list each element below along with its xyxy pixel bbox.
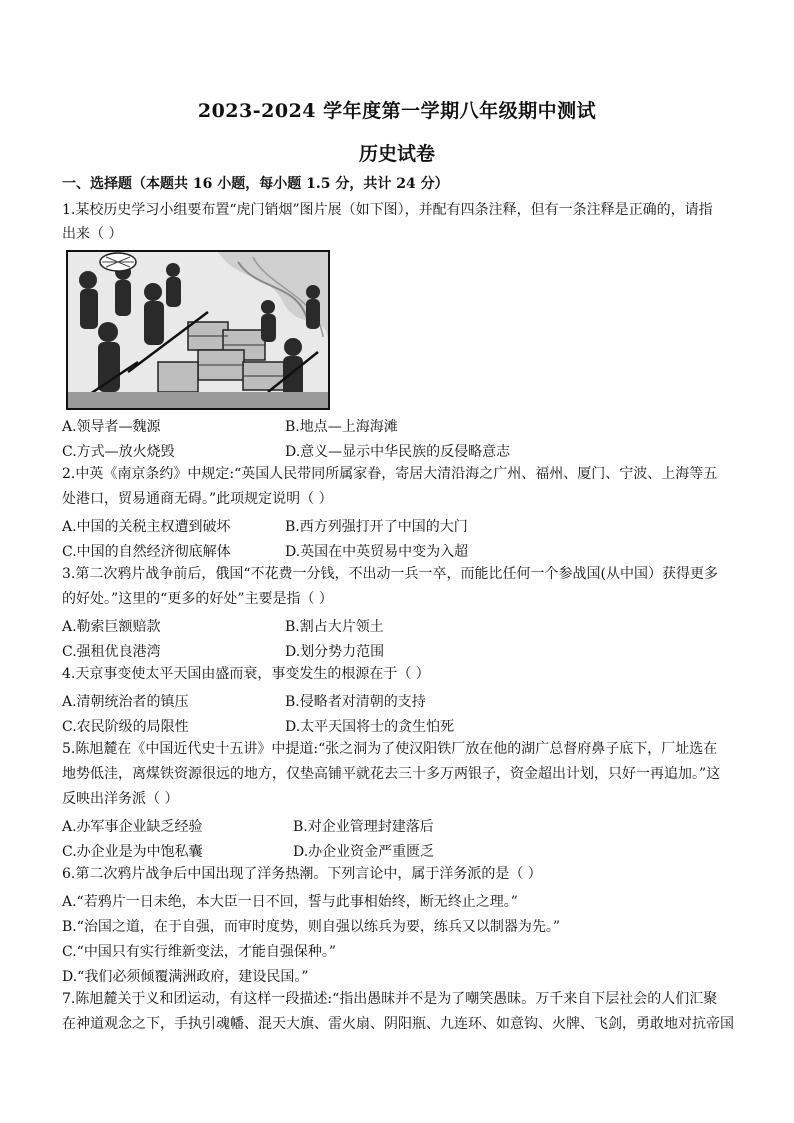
q5-option-a: A.办军事企业缺乏经验 [62,819,203,835]
q6-option-c: C.“中国只有实行维新变法，才能自强保种。” [62,944,336,960]
q2-stem-line-2: 处港口，贸易通商无碍。”此项规定说明（ ） [62,491,333,507]
q1-option-c: C.方式—放火烧毁 [62,444,175,460]
q5-option-b: B.对企业管理封建落后 [293,819,434,835]
q1-option-a: A.领导者—魏源 [62,419,161,435]
q6-option-b: B.“治国之道，在于自强，而审时度势，则自强以练兵为要，练兵又以制器为先。” [62,919,561,935]
q2-option-b: B.西方列强打开了中国的大门 [285,519,468,535]
q6-option-d: D.“我们必须倾覆满洲政府，建设民国。” [62,969,309,985]
q3-stem-line-1: 3.第二次鸦片战争前后，俄国“不花费一分钱，不出动一兵一卒，而能比任何一个参战国(从中国）获得更多 [62,566,718,582]
q1-stem-line-1: 1.某校历史学习小组要布置“虎门销烟”图片展（如下图），并配有四条注释，但有一条注释是正确的，请指 [62,202,713,218]
q7-stem-line-1: 7.陈旭麓关于义和团运动，有这样一段描述:“指出愚昧并不是为了嘲笑愚昧。万千来自下层社会的人们汇聚 [62,991,718,1007]
q1-option-b: B.地点—上海海滩 [285,419,398,435]
q4-stem-line-1: 4.天京事变使太平天国由盛而衰，事变发生的根源在于（ ） [62,666,430,682]
q3-option-b: B.割占大片领土 [285,619,384,635]
q5-option-d: D.办企业资金严重匮乏 [293,844,435,860]
humen-opium-destruction-illustration [66,250,330,410]
q1-stem-line-2: 出来（ ） [62,226,123,242]
q2-option-c: C.中国的自然经济彻底解体 [62,544,231,560]
q5-stem-line-1: 5.陈旭麓在《中国近代史十五讲》中提道:“张之洞为了使汉阳铁厂放在他的湖广总督府鼻子底下，厂址选在 [62,741,718,757]
q7-stem-line-2: 在神道观念之下，手执引魂幡、混天大旗、雷火扇、阴阳瓶、九连环、如意钩、火牌、飞剑，勇敢地对抗帝国 [62,1016,734,1032]
q3-stem-line-2: 的好处。”这里的“更多的好处”主要是指（ ） [62,591,333,607]
q3-option-c: C.强租优良港湾 [62,644,161,660]
exam-subtitle: 历史试卷 [358,143,435,165]
q6-option-a: A.“若鸦片一日未绝，本大臣一日不回，誓与此事相始终，断无终止之理。” [62,894,518,910]
q4-option-b: B.侵略者对清朝的支持 [285,694,426,710]
q4-option-a: A.清朝统治者的镇压 [62,694,189,710]
q3-option-d: D.划分势力范围 [285,644,385,660]
exam-title: 2023-2024 学年度第一学期八年级期中测试 [197,100,597,122]
q5-stem-line-3: 反映出洋务派（ ） [62,791,179,807]
q5-option-c: C.办企业是为中饱私囊 [62,844,203,860]
q4-option-c: C.农民阶级的局限性 [62,719,189,735]
q1-option-d: D.意义—显示中华民族的反侵略意志 [285,444,511,460]
q2-option-d: D.英国在中英贸易中变为入超 [285,544,469,560]
section-heading: 一、选择题（本题共 16 小题，每小题 1.5 分，共计 24 分） [62,176,449,192]
q4-option-d: D.太平天国将士的贪生怕死 [285,719,455,735]
q6-stem-line-1: 6.第二次鸦片战争后中国出现了洋务热潮。下列言论中，属于洋务派的是（ ） [62,866,542,882]
q3-option-a: A.勒索巨额赔款 [62,619,161,635]
q5-stem-line-2: 地势低洼，离煤铁资源很远的地方，仅垫高铺平就花去三十多万两银子，资金超出计划，只好一再追加。”这 [62,766,721,782]
q2-stem-line-1: 2.中英《南京条约》中规定:“英国人民带同所属家眷，寄居大清沿海之广州、福州、厦门、宁波、上海等五 [62,466,718,482]
q2-option-a: A.中国的关税主权遭到破坏 [62,519,231,535]
